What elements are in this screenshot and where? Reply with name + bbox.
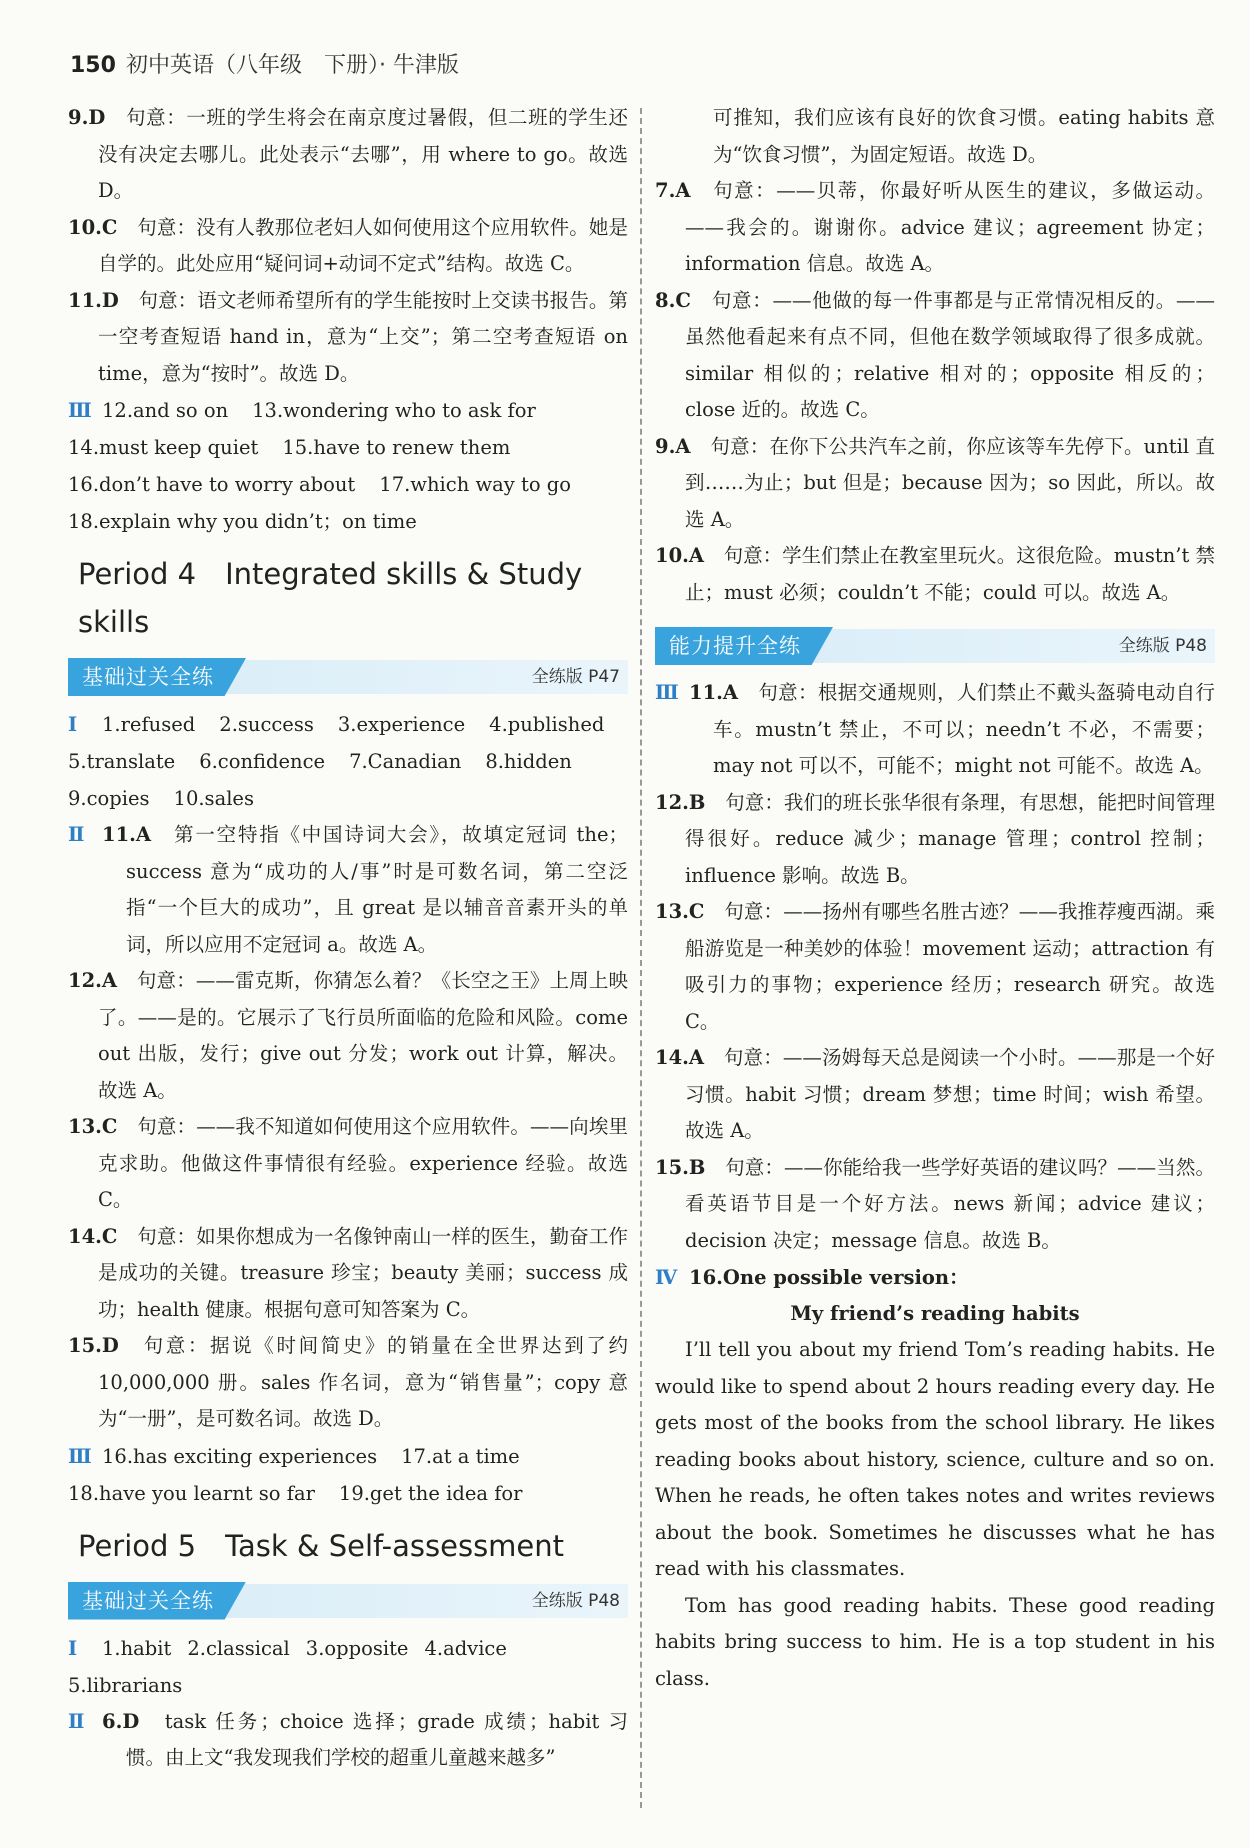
section-band <box>655 627 1215 665</box>
answer-row: 18.have you learnt so far 19.get the idea for <box>68 1481 523 1505</box>
answer-row: Ⅳ 16.One possible version： <box>655 1259 1215 1296</box>
answer-item: 15.D 句意：据说《时间简史》的销量在全世界达到了约 10,000,000 册。sales 作名词，意为“销售量”；copy 意为“一册”，是可数名词。故选 D。 <box>68 1334 628 1430</box>
right-column <box>655 100 1215 1697</box>
answer-row: 16.don’t have to worry about 17.which way to go <box>68 473 571 496</box>
answer-item: 11.D 句意：语文老师希望所有的学生能按时上交读书报告。第一空考查短语 hand in，意为“上交”；第二空考查短语 on time，意为“按时”。故选 D。 <box>68 288 628 385</box>
answer-item: 10.A 句意：学生们禁止在教室里玩火。这很危险。mustn’t 禁止；must 必须；couldn’t 不能；could 可以。故选 A。 <box>655 544 1215 604</box>
section-numeral: Ⅰ <box>68 1636 78 1660</box>
page-number: 150 <box>70 53 116 78</box>
band-page-ref: 全练版 P47 <box>531 667 620 687</box>
answer-item: 7.A 句意：——贝蒂，你最好听从医生的建议，多做运动。——我会的。谢谢你。advice 建议；agreement 协定；information 信息。故选 A。 <box>655 179 1215 275</box>
answer-item: Ⅲ 11.A 句意：根据交通规则，人们禁止不戴头盔骑电动自行车。mustn’t 禁止，不可以；needn’t 不必，不需要；may not 可以不，可能不；might not 可能不。故选 A。 <box>655 681 1215 777</box>
band-page-ref: 全练版 P48 <box>1118 636 1207 656</box>
period-heading: Period 4 Integrated skills & Study skills <box>78 557 583 639</box>
answer-row: 18.explain why you didn’t；on time <box>68 510 417 533</box>
answer-item: Ⅱ 11.A 第一空特指《中国诗词大会》，故填定冠词 the；success 意为“成功的人/事”时是可数名词，第二空泛指“一个巨大的成功”，且 great 是以辅音音素开头的单词，所以应用不定冠词 a。故选 A。 <box>68 823 628 956</box>
essay-paragraph: I’ll tell you about my friend Tom’s reading habits. He would like to spend about 2 hours reading every day. He gets most of the books from the school library. He likes reading books about history, science, culture and so on. When he reads, he often takes notes and writes reviews about the book. Sometimes he discusses what he has read with his classmates. <box>655 1338 1215 1580</box>
answer-item: 14.C 句意：如果你想成为一名像钟南山一样的医生，勤奋工作是成功的关键。treasure 珍宝；beauty 美丽；success 成功；health 健康。根据句意可知答案为 C。 <box>68 1224 628 1321</box>
section-numeral: Ⅰ <box>68 713 78 736</box>
section-numeral: Ⅳ <box>655 1266 678 1289</box>
answer-item: 8.C 句意：——他做的每一件事都是与正常情况相反的。——虽然他看起来有点不同，但他在数学领域取得了很多成就。similar 相似的；relative 相对的；opposite 相反的；close 近的。故选 C。 <box>655 288 1215 421</box>
band-label: 基础过关全练 <box>82 1588 214 1613</box>
period-heading: Period 5 Task & Self-assessment <box>78 1528 565 1563</box>
section-band <box>68 658 628 696</box>
section-numeral: Ⅲ <box>68 399 92 422</box>
answer-item: 10.C 句意：没有人教那位老妇人如何使用这个应用软件。她是自学的。此处应用“疑问词+动词不定式”结构。故选 C。 <box>68 215 628 275</box>
answer-item: 9.A 句意：在你下公共汽车之前，你应该等车先停下。until 直到……为止；but 但是；because 因为；so 因此，所以。故选 A。 <box>655 434 1215 531</box>
answer-item: 12.B 句意：我们的班长张华很有条理，有思想，能把时间管理得很好。reduce 减少；manage 管理；control 控制；influence 影响。故选 B。 <box>655 790 1215 887</box>
answer-row: 9.copies 10.sales <box>68 787 254 810</box>
answer-item: 13.C 句意：——我不知道如何使用这个应用软件。——向埃里克求助。他做这件事情很有经验。experience 经验。故选 C。 <box>68 1115 628 1211</box>
section-numeral: Ⅲ <box>68 1444 92 1468</box>
answer-item: 15.B 句意：——你能给我一些学好英语的建议吗？——当然。看英语节目是一个好方法。news 新闻；advice 建议；decision 决定；message 信息。故选 B。 <box>655 1155 1215 1252</box>
answer-row: Ⅰ 1.habit 2.classical 3.opposite 4.advice5.librarians <box>68 1630 628 1704</box>
answer-row: Ⅲ 16.has exciting experiences 17.at a time <box>68 1438 628 1475</box>
answer-row: Ⅲ 12.and so on 13.wondering who to ask for <box>68 392 628 429</box>
band-page-ref: 全练版 P48 <box>531 1590 620 1611</box>
left-column <box>68 100 628 1777</box>
answer-row: 14.must keep quiet 15.have to renew them <box>68 436 511 459</box>
answer-row: 5.translate 6.confidence 7.Canadian 8.hidden <box>68 750 572 773</box>
band-label: 能力提升全练 <box>669 634 801 658</box>
essay-title: My friend’s reading habits <box>790 1302 1080 1325</box>
essay-paragraph: Tom has good reading habits. These good reading habits bring success to him. He is a top student in his class. <box>655 1593 1215 1690</box>
answer-item: 13.C 句意：——扬州有哪些名胜古迹？——我推荐瘦西湖。乘船游览是一种美妙的体验！movement 运动；attraction 有吸引力的事物；experience 经历；research 研究。故选 C。 <box>655 900 1215 1033</box>
book-title: 初中英语（八年级 下册）· 牛津版 <box>125 53 459 78</box>
page-header <box>70 48 459 88</box>
section-band <box>68 1582 628 1620</box>
column-divider <box>640 108 642 1808</box>
answer-item: 12.A 句意：——雷克斯，你猜怎么着？《长空之王》上周上映了。——是的。它展示了飞行员所面临的危险和风险。come out 出版，发行；give out 分发；work out 计算，解决。故选 A。 <box>68 969 628 1102</box>
answer-item: 14.A 句意：——汤姆每天总是阅读一个小时。——那是一个好习惯。habit 习惯；dream 梦想；time 时间；wish 希望。故选 A。 <box>655 1046 1215 1142</box>
answer-row: Ⅰ 1.refused 2.success 3.experience 4.published <box>68 706 628 743</box>
answer-continuation: 可推知，我们应该有良好的饮食习惯。eating habits 意为“饮食习惯”，为固定短语。故选 D。 <box>713 106 1215 166</box>
answer-item: Ⅱ 6.D task 任务；choice 选择；grade 成绩；habit 习惯。由上文“我发现我们学校的超重儿童越来越多” <box>68 1709 628 1769</box>
answer-item: 9.D 句意：一班的学生将会在南京度过暑假，但二班的学生还没有决定去哪儿。此处表示“去哪”，用 where to go。故选 D。 <box>68 106 628 202</box>
band-label: 基础过关全练 <box>82 665 214 689</box>
